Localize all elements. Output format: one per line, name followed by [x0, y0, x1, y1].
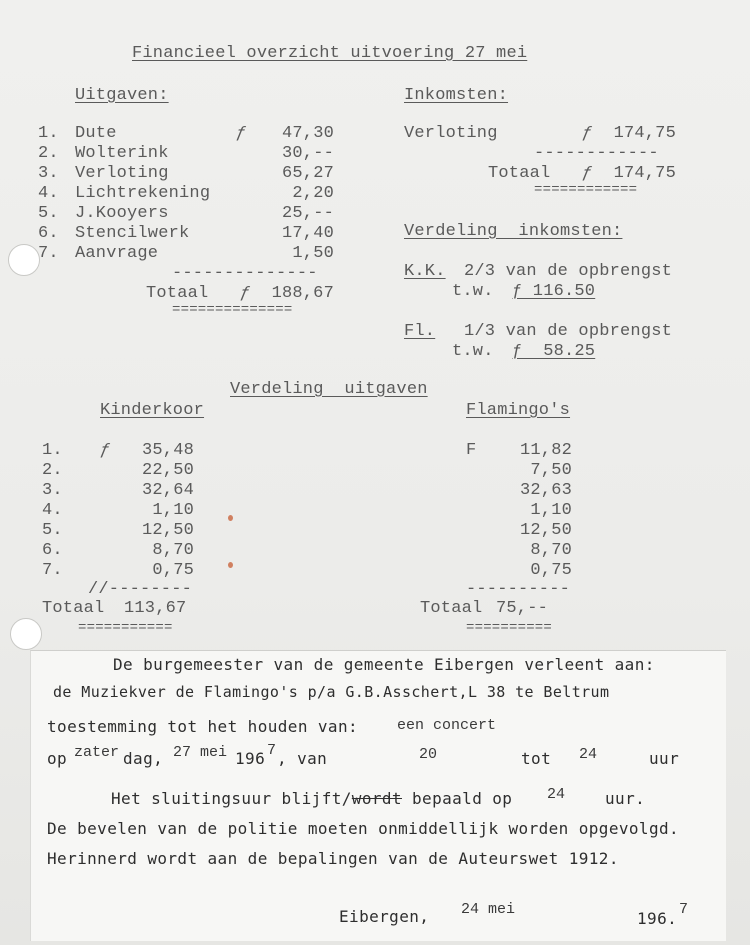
row-name: Aanvrage: [75, 244, 159, 263]
kk-text: 2/3 van de opbrengst: [464, 262, 673, 281]
row-number: 4.: [38, 184, 59, 203]
inkomsten-item-name: Verloting: [404, 124, 498, 143]
uitgaven-total-label: Totaal: [146, 284, 209, 303]
row-name: Stencilwerk: [75, 224, 190, 243]
row-name: Lichtrekening: [75, 184, 211, 203]
permit-sign-year-prefix: 196.: [637, 909, 678, 928]
row-name: J.Kooyers: [75, 204, 169, 223]
kk-amount: ƒ 116.50: [512, 282, 596, 301]
kinderkoor-value: 22,50: [141, 461, 194, 480]
row-number: 7.: [42, 561, 63, 580]
row-number: 6.: [42, 541, 63, 560]
inkomsten-total: 174,75: [613, 164, 676, 183]
fl-text: 1/3 van de opbrengst: [464, 322, 673, 341]
kk-label: K.K.: [404, 262, 446, 281]
row-number: 3.: [38, 164, 59, 183]
permit-closing-struck: wordt: [351, 789, 402, 808]
row-amount: 30,--: [281, 144, 334, 163]
permit-police-line: De bevelen van de politie moeten onmiddellijk worden opgevolgd.: [47, 819, 680, 838]
permit-law-line: Herinnerd wordt aan de bepalingen van de Auteurswet 1912.: [47, 849, 619, 868]
inkomsten-total-label: Totaal: [488, 164, 551, 183]
kinderkoor-value: 12,50: [141, 521, 194, 540]
flamingos-value: 11,82: [519, 441, 572, 460]
flamingos-value: 8,70: [530, 541, 572, 560]
fl-label: Fl.: [404, 322, 436, 341]
double-line: ==========: [466, 620, 553, 636]
permit-day: zater: [74, 744, 120, 761]
separator-line: ------------: [534, 144, 659, 163]
permit-closing: [111, 789, 512, 809]
row-amount: 65,27: [281, 164, 334, 183]
punch-hole: [10, 618, 42, 650]
permit-from-time: 20: [419, 746, 438, 763]
currency-symbol: ƒ: [582, 164, 593, 183]
permit-op: op: [47, 749, 68, 768]
permit-date: 27 mei: [173, 744, 228, 761]
uitgaven-heading: Uitgaven:: [75, 86, 169, 105]
permit-to-time: 24: [579, 746, 598, 763]
flamingos-heading: Flamingo's: [466, 401, 571, 420]
inkomsten-item-amount: 174,75: [613, 124, 676, 143]
permit-sign-date: 24 mei: [461, 901, 516, 918]
fl-tw: t.w.: [452, 342, 494, 361]
separator-line: //--------: [88, 580, 193, 599]
row-number: 6.: [38, 224, 59, 243]
row-number: 7.: [38, 244, 59, 263]
permit-year-prefix: 196: [235, 749, 266, 768]
kinderkoor-value: 1,10: [152, 501, 194, 520]
permit-year-digit: 7: [267, 742, 277, 759]
row-number: 4.: [42, 501, 63, 520]
kinderkoor-value: 35,48: [141, 441, 194, 460]
row-name: Wolterink: [75, 144, 169, 163]
double-line: ==============: [172, 302, 293, 318]
row-name: Verloting: [75, 164, 169, 183]
currency-symbol: ƒ: [236, 124, 247, 143]
verdeling-inkomsten-heading: Verdeling inkomsten:: [404, 222, 623, 241]
currency-symbol: ƒ: [582, 124, 593, 143]
currency-symbol: ƒ: [240, 284, 251, 303]
flamingos-total: 75,--: [496, 599, 549, 618]
row-number: 5.: [38, 204, 59, 223]
flamingos-value: 32,63: [519, 481, 572, 500]
permit-closing-time: 24: [547, 786, 566, 803]
currency-symbol: F: [466, 441, 477, 460]
permit-closing-uur: uur.: [605, 789, 646, 808]
permit-van: , van: [277, 749, 328, 768]
punch-hole: [8, 244, 40, 276]
row-number: 1.: [38, 124, 59, 143]
permit-line-2: de Muziekver de Flamingo's p/a G.B.Asschert,L 38 te Beltrum: [53, 683, 610, 701]
kinderkoor-total: 113,67: [124, 599, 187, 618]
row-amount: 17,40: [281, 224, 334, 243]
row-number: 1.: [42, 441, 63, 460]
kinderkoor-value: 32,64: [141, 481, 194, 500]
permit-slip: [30, 650, 726, 941]
separator-line: ----------: [466, 580, 571, 599]
kinderkoor-value: 8,70: [152, 541, 194, 560]
row-number: 3.: [42, 481, 63, 500]
kinderkoor-heading: Kinderkoor: [100, 401, 205, 420]
permit-tot: tot: [521, 749, 552, 768]
stain: [228, 562, 233, 568]
flamingos-total-label: Totaal: [420, 599, 483, 618]
uitgaven-total: 188,67: [271, 284, 334, 303]
flamingos-value: 0,75: [530, 561, 572, 580]
permit-place: Eibergen,: [339, 907, 430, 926]
page-title: Financieel overzicht uitvoering 27 mei: [132, 44, 528, 63]
permit-line-1: De burgemeester van de gemeente Eibergen verleent aan:: [113, 655, 655, 674]
verdeling-uitgaven-heading: Verdeling uitgaven: [230, 380, 428, 399]
permit-activity: een concert: [397, 717, 497, 734]
stain: [228, 515, 233, 521]
row-amount: 1,50: [292, 244, 334, 263]
kinderkoor-value: 0,75: [152, 561, 194, 580]
row-amount: 47,30: [281, 124, 334, 143]
kk-tw: t.w.: [452, 282, 494, 301]
row-number: 2.: [38, 144, 59, 163]
flamingos-value: 7,50: [530, 461, 572, 480]
permit-dag: dag,: [123, 749, 164, 768]
row-number: 2.: [42, 461, 63, 480]
flamingos-value: 12,50: [519, 521, 572, 540]
row-amount: 2,20: [292, 184, 334, 203]
fl-amount: ƒ 58.25: [512, 342, 596, 361]
currency-symbol: ƒ: [100, 441, 111, 460]
row-number: 5.: [42, 521, 63, 540]
row-name: Dute: [75, 124, 117, 143]
permit-sign-year-digit: 7: [679, 901, 689, 918]
row-amount: 25,--: [281, 204, 334, 223]
kinderkoor-total-label: Totaal: [42, 599, 105, 618]
permit-closing-bepaald: bepaald op: [401, 789, 513, 808]
separator-line: --------------: [172, 264, 318, 283]
flamingos-value: 1,10: [530, 501, 572, 520]
permit-uur: uur: [649, 749, 680, 768]
double-line: ===========: [78, 620, 173, 636]
double-line: ============: [534, 182, 638, 198]
permit-closing-text: Het sluitingsuur blijft/: [111, 789, 352, 808]
inkomsten-heading: Inkomsten:: [404, 86, 509, 105]
permit-line-3: toestemming tot het houden van:: [47, 717, 359, 736]
